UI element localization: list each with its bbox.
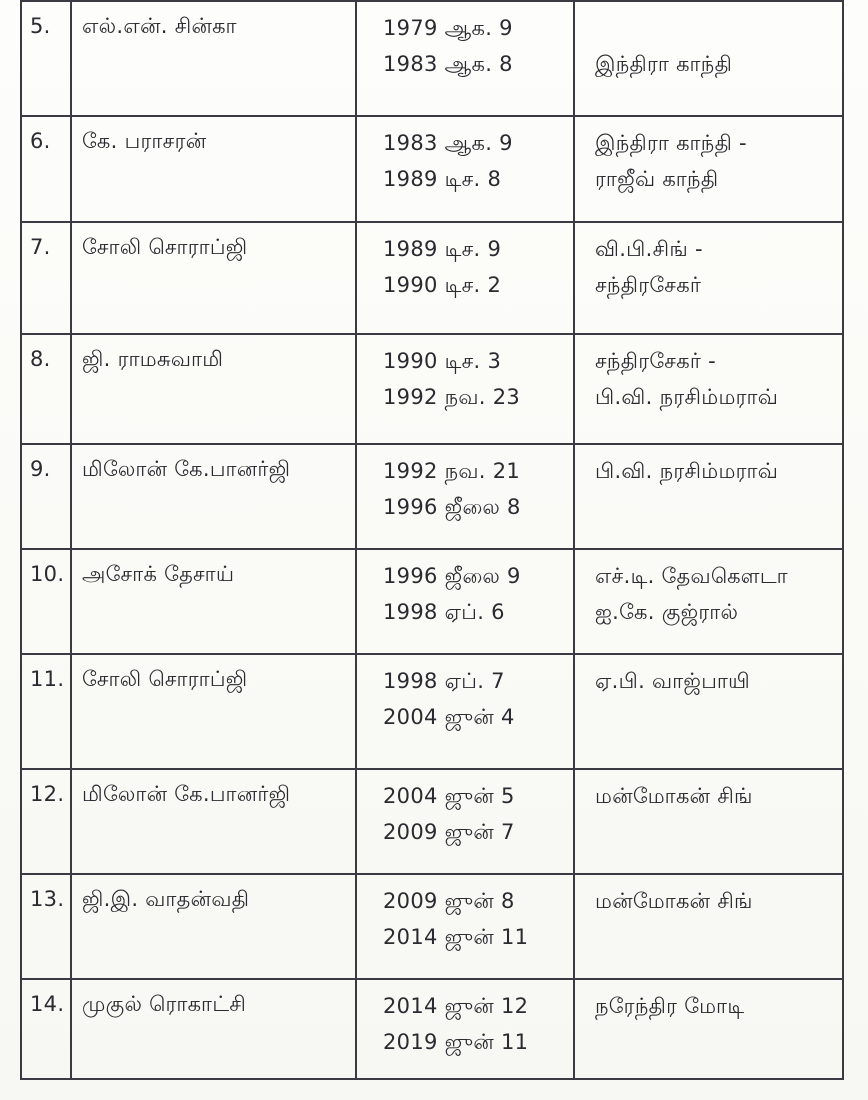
table-row (21, 874, 843, 979)
term-end: 1998 ஏப். 6 (383, 600, 505, 624)
prime-minister-line-1: மன்மோகன் சிங் (595, 784, 753, 808)
term-cell (356, 979, 574, 1079)
prime-minister-cell (574, 116, 843, 222)
serial-number: 6. (21, 116, 71, 222)
term-end: 1996 ஜீலை 8 (383, 495, 521, 519)
table-row (21, 116, 843, 222)
officer-name: அசோக் தேசாய் (71, 549, 356, 654)
prime-minister-line-1: ஏ.பி. வாஜ்பாயி (595, 669, 750, 693)
term-start: 2014 ஜுன் 12 (383, 994, 529, 1018)
prime-minister-line-2: சந்திரசேகர் (595, 273, 702, 297)
officer-name: ஜி. ராமசுவாமி (71, 334, 356, 444)
term-cell (356, 444, 574, 549)
term-cell (356, 769, 574, 874)
term-start: 1989 டிச. 9 (383, 237, 502, 261)
term-start: 2009 ஜுன் 8 (383, 889, 515, 913)
officer-name: ஜி.இ. வாதன்வதி (71, 874, 356, 979)
prime-minister-line-1: சந்திரசேகர் - (595, 349, 717, 373)
term-end: 1983 ஆக. 8 (383, 52, 513, 76)
term-start: 1992 நவ. 21 (383, 459, 521, 483)
attorney-general-table (20, 0, 844, 1080)
serial-number: 13. (21, 874, 71, 979)
term-cell (356, 116, 574, 222)
prime-minister-line-1: வி.பி.சிங் - (595, 237, 703, 261)
table-row (21, 549, 843, 654)
prime-minister-line-1: மன்மோகன் சிங் (595, 889, 753, 913)
prime-minister-line-1: இந்திரா காந்தி (595, 52, 733, 76)
table-row (21, 444, 843, 549)
serial-number: 12. (21, 769, 71, 874)
prime-minister-cell (574, 444, 843, 549)
serial-number: 10. (21, 549, 71, 654)
prime-minister-line-2: பி.வி. நரசிம்மராவ் (595, 385, 779, 409)
serial-number: 5. (21, 1, 71, 116)
prime-minister-cell (574, 979, 843, 1079)
serial-number: 8. (21, 334, 71, 444)
serial-number: 14. (21, 979, 71, 1079)
term-end: 1989 டிச. 8 (383, 167, 502, 191)
officer-name: முகுல் ரொகாட்சி (71, 979, 356, 1079)
prime-minister-line-1: நரேந்திர மோடி (595, 994, 745, 1018)
term-end: 2014 ஜுன் 11 (383, 925, 529, 949)
table-row (21, 654, 843, 769)
term-start: 2004 ஜுன் 5 (383, 784, 515, 808)
table-row (21, 222, 843, 334)
table-row (21, 979, 843, 1079)
prime-minister-line-1: பி.வி. நரசிம்மராவ் (595, 459, 779, 483)
table-row (21, 1, 843, 116)
prime-minister-line-2: ராஜீவ் காந்தி (595, 167, 719, 191)
term-cell (356, 222, 574, 334)
prime-minister-cell (574, 549, 843, 654)
table-row (21, 769, 843, 874)
term-end: 2019 ஜுன் 11 (383, 1030, 529, 1054)
prime-minister-cell (574, 654, 843, 769)
officer-name: சோலி சொராப்ஜி (71, 654, 356, 769)
table-row (21, 334, 843, 444)
officer-name: மிலோன் கே.பானர்ஜி (71, 444, 356, 549)
serial-number: 9. (21, 444, 71, 549)
officer-name: எல்.என். சின்கா (71, 1, 356, 116)
term-start: 1996 ஜீலை 9 (383, 564, 521, 588)
term-cell (356, 654, 574, 769)
officer-name: மிலோன் கே.பானர்ஜி (71, 769, 356, 874)
term-start: 1998 ஏப். 7 (383, 669, 505, 693)
prime-minister-line-1: இந்திரா காந்தி - (595, 131, 747, 155)
serial-number: 7. (21, 222, 71, 334)
term-end: 2009 ஜுன் 7 (383, 820, 515, 844)
term-start: 1983 ஆக. 9 (383, 131, 513, 155)
prime-minister-cell (574, 222, 843, 334)
prime-minister-cell (574, 1, 843, 116)
prime-minister-line-2: ஐ.கே. குஜ்ரால் (595, 600, 739, 624)
prime-minister-line-1: எச்.டி. தேவகௌடா (595, 564, 788, 588)
term-cell (356, 549, 574, 654)
term-cell (356, 1, 574, 116)
term-start: 1990 டிச. 3 (383, 349, 502, 373)
term-cell (356, 874, 574, 979)
officer-name: சோலி சொராப்ஜி (71, 222, 356, 334)
term-start: 1979 ஆக. 9 (383, 16, 513, 40)
prime-minister-cell (574, 874, 843, 979)
term-end: 1992 நவ. 23 (383, 385, 521, 409)
prime-minister-cell (574, 334, 843, 444)
officer-name: கே. பராசரன் (71, 116, 356, 222)
serial-number: 11. (21, 654, 71, 769)
term-cell (356, 334, 574, 444)
prime-minister-cell (574, 769, 843, 874)
term-end: 2004 ஜுன் 4 (383, 705, 515, 729)
term-end: 1990 டிச. 2 (383, 273, 502, 297)
